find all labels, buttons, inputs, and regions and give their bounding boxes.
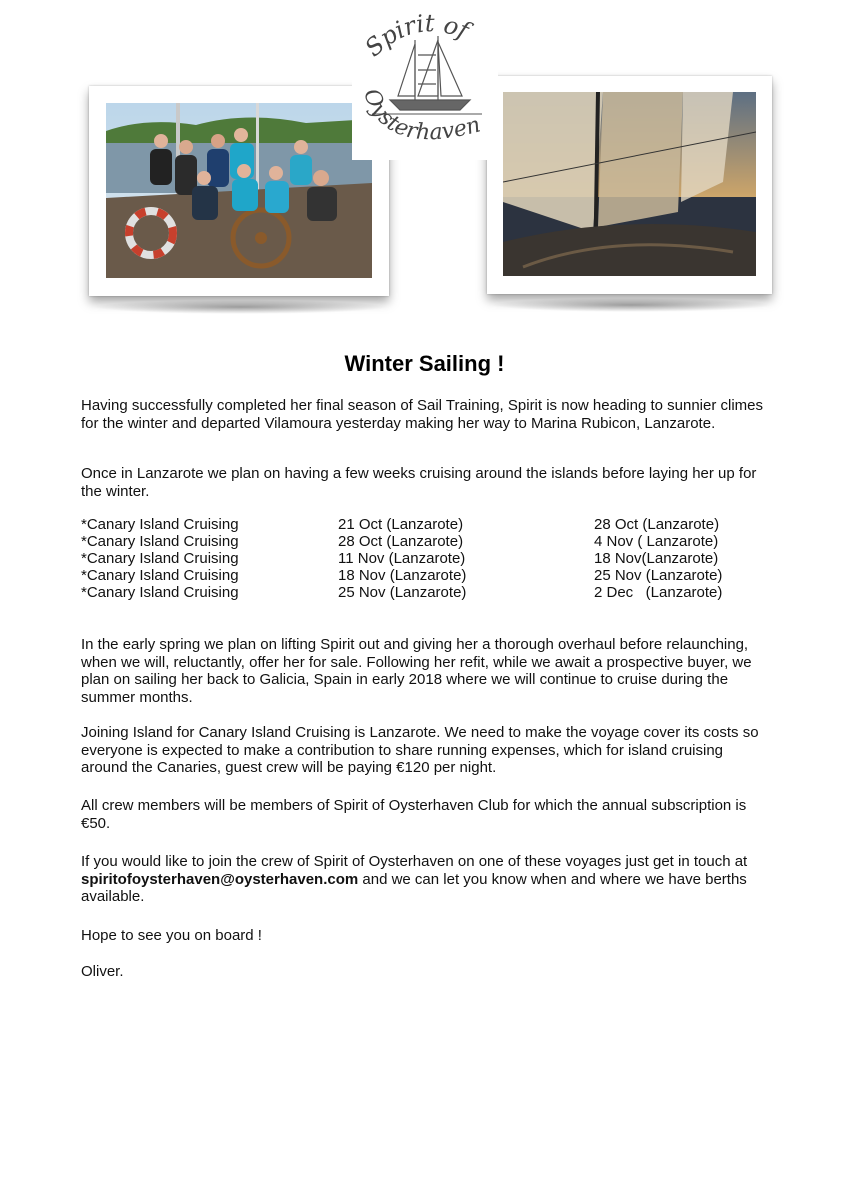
- schedule-row: [81, 567, 761, 584]
- page-title: Winter Sailing !: [344, 351, 505, 376]
- spring-overhaul-paragraph: In the early spring we plan on lifting Spirit out and giving her a thorough overhaul before relaunching, when we will, reluctantly, offer her for sale. Following her refit, while we await a prospective buyer, we plan on sailing her back to Galicia, Spain in early 2018 where we will continue to cruise during the summer months.: [81, 636, 752, 706]
- schedule-end-date: 2 Dec (Lanzarote): [594, 584, 723, 601]
- photo-shadow: [490, 298, 772, 312]
- schedule-start-date: 18 Nov (Lanzarote): [338, 567, 467, 584]
- schedule-row: [81, 533, 761, 550]
- schedule-end-date: 28 Oct (Lanzarote): [594, 516, 720, 533]
- schedule-voyage: *Canary Island Cruising: [81, 516, 239, 533]
- voyage-schedule: [81, 516, 761, 601]
- schedule-end-date: 18 Nov(Lanzarote): [594, 550, 719, 567]
- schedule-start-date: 11 Nov (Lanzarote): [338, 550, 466, 567]
- contact-email-link[interactable]: spiritofoysterhaven@oysterhaven.com: [81, 870, 359, 888]
- svg-text:Oysterhaven: Oysterhaven: [357, 85, 484, 146]
- costs-paragraph: Joining Island for Canary Island Cruising is Lanzarote. We need to make the voyage cover its costs so everyone is expected to make a contribution to share running expenses, which for island cruising around the Canaries, guest crew will be paying €120 per night.: [81, 724, 759, 776]
- club-membership-paragraph: All crew members will be members of Spirit of Oysterhaven Club for which the annual subscription is €50.: [81, 797, 747, 832]
- closing-line: Hope to see you on board !: [81, 927, 262, 944]
- schedule-start-date: 21 Oct (Lanzarote): [338, 516, 464, 533]
- schedule-voyage: *Canary Island Cruising: [81, 584, 239, 601]
- sails-sunset-photo: [503, 92, 756, 276]
- schedule-row: [81, 584, 761, 601]
- photo-shadow: [92, 300, 388, 314]
- spirit-of-oysterhaven-logo: [352, 0, 498, 160]
- schedule-end-date: 4 Nov ( Lanzarote): [594, 533, 719, 550]
- intro-paragraph: Having successfully completed her final season of Sail Training, Spirit is now heading to sunnier climes for the winter and departed Vilamoura yesterday making her way to Marina Rubicon, Lanzarote.: [81, 397, 764, 432]
- schedule-voyage: *Canary Island Cruising: [81, 533, 239, 550]
- contact-text-after: and we can let you know when and where we have berths available.: [81, 870, 747, 905]
- signature: Oliver.: [81, 963, 124, 980]
- svg-text:Spirit of: Spirit of: [359, 9, 473, 63]
- schedule-start-date: 25 Nov (Lanzarote): [338, 584, 467, 601]
- contact-paragraph: [81, 853, 771, 906]
- sails-photo-frame: [487, 76, 772, 294]
- schedule-start-date: 28 Oct (Lanzarote): [338, 533, 464, 550]
- schedule-row: [81, 550, 761, 567]
- crew-photo-frame: [89, 86, 389, 296]
- contact-text-before: If you would like to join the crew of Spirit of Oysterhaven on one of these voyages just get in touch at: [81, 853, 748, 870]
- schedule-end-date: 25 Nov (Lanzarote): [594, 567, 723, 584]
- lanzarote-paragraph: Once in Lanzarote we plan on having a few weeks cruising around the islands before laying her up for the winter.: [81, 465, 757, 500]
- schedule-voyage: *Canary Island Cruising: [81, 567, 239, 584]
- crew-photo: [106, 103, 372, 278]
- schedule-row: [81, 516, 761, 533]
- logo-artwork: [352, 0, 498, 160]
- schedule-voyage: *Canary Island Cruising: [81, 550, 239, 567]
